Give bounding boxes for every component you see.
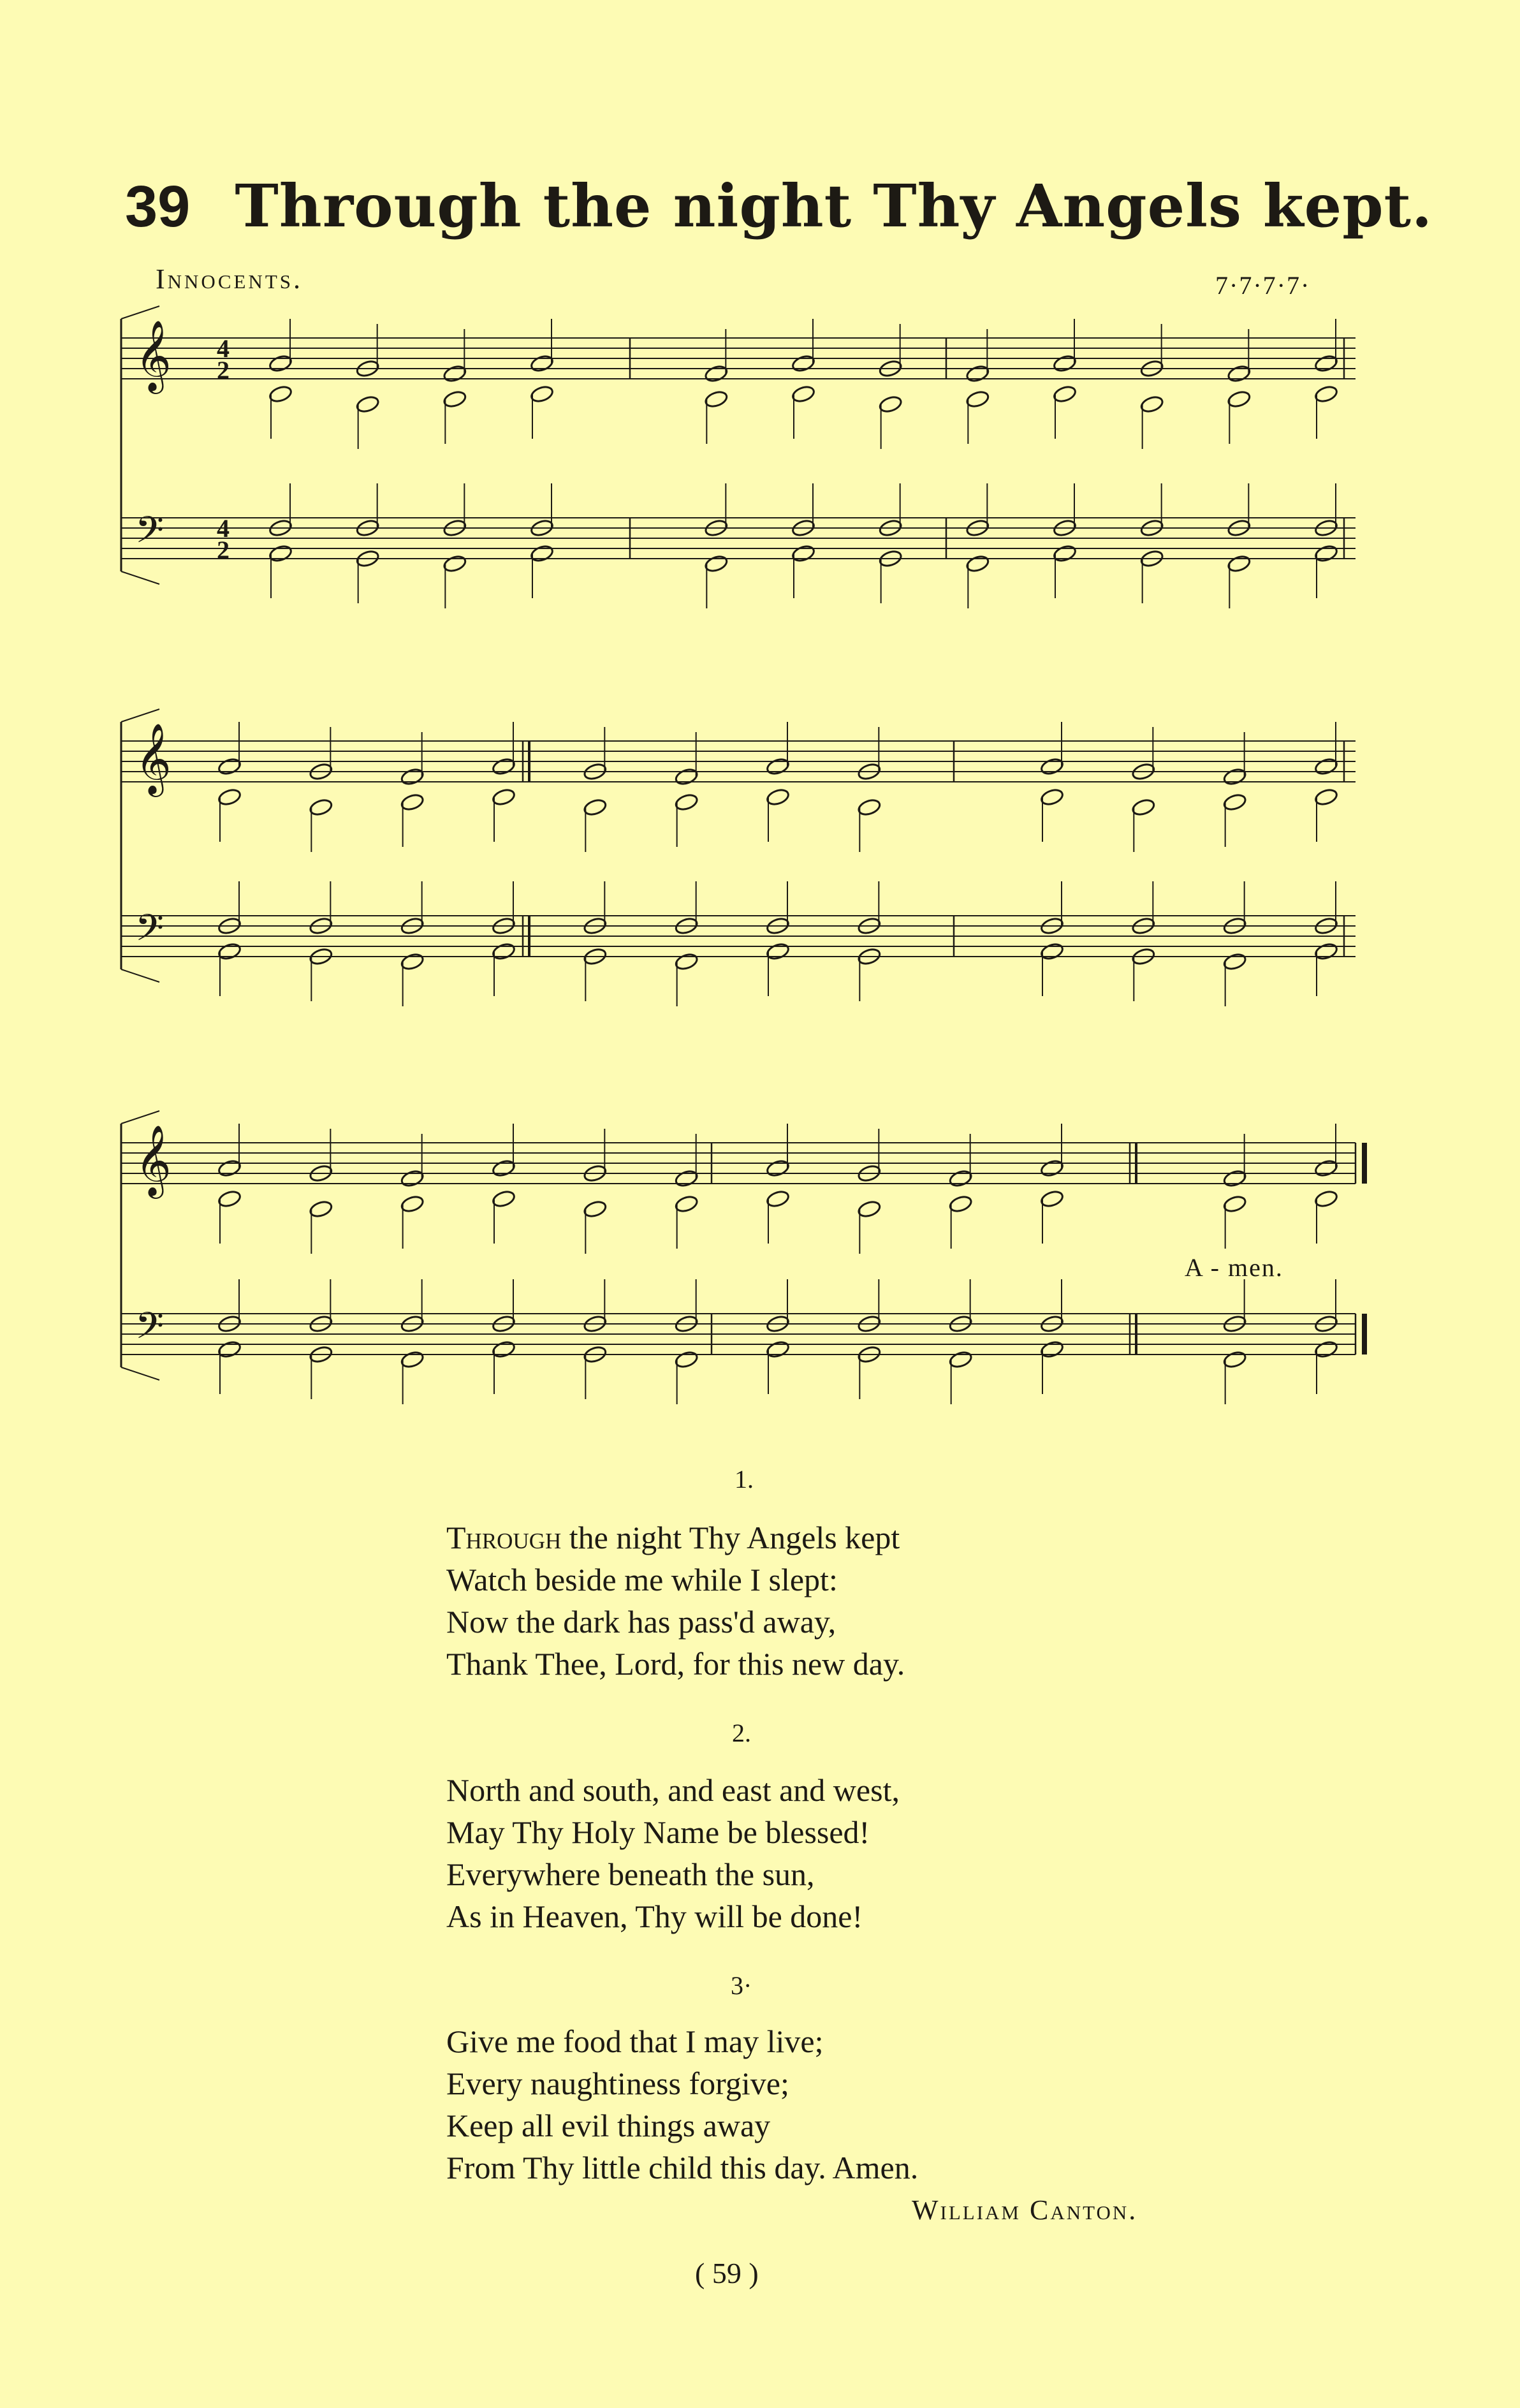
verse-line: Give me food that I may live; — [446, 2023, 824, 2059]
note-head — [704, 364, 729, 383]
note-head — [400, 793, 425, 812]
verse-line: May Thy Holy Name be blessed! — [446, 1814, 870, 1850]
note-head — [1040, 1159, 1065, 1178]
note-head — [704, 554, 729, 573]
note-head — [965, 554, 990, 573]
brace-bottom — [121, 1367, 159, 1380]
note-head — [1314, 757, 1339, 776]
note-head — [674, 1194, 699, 1214]
note-head — [355, 395, 380, 414]
note-head — [217, 1340, 242, 1359]
note-head — [309, 798, 333, 817]
note-head — [674, 1350, 699, 1369]
note-head — [492, 757, 516, 776]
note-head — [1139, 395, 1164, 414]
time-signature-numerator: 4 — [217, 514, 230, 543]
brace-bottom — [121, 571, 159, 584]
note-head — [400, 1350, 425, 1369]
note-head — [530, 544, 555, 563]
bass-clef-icon: 𝄢 — [135, 1304, 164, 1356]
hymn-title: Through the night Thy Angels kept. — [235, 172, 1433, 240]
verse-1 — [446, 1516, 905, 1685]
note-head — [442, 390, 467, 409]
note-head — [1040, 757, 1065, 776]
note-head — [766, 1340, 791, 1359]
note-head — [530, 385, 555, 404]
note-head — [268, 544, 293, 563]
note-head — [791, 544, 816, 563]
verse-line: As in Heaven, Thy will be done! — [446, 1898, 863, 1934]
note-head — [1314, 354, 1339, 373]
note-head — [965, 364, 990, 383]
note-head — [965, 390, 990, 409]
note-head — [1222, 1350, 1247, 1369]
verse-line: Now the dark has pass'd away, — [446, 1604, 837, 1640]
note-head — [1314, 788, 1339, 807]
note-head — [1040, 1189, 1065, 1208]
verse-line: Thank Thee, Lord, for this new day. — [446, 1646, 905, 1682]
tune-name: Innocents. — [156, 263, 303, 295]
verse-line: Everywhere beneath the sun, — [446, 1856, 815, 1892]
verse-3 — [446, 2020, 918, 2189]
verse-2 — [446, 1769, 900, 1937]
note-head — [492, 942, 516, 961]
verse-line: Through the night Thy Angels kept — [446, 1520, 900, 1555]
treble-clef-icon: 𝄞 — [135, 319, 172, 391]
note-head — [268, 354, 293, 373]
note-head — [583, 1200, 608, 1219]
note-head — [1227, 390, 1252, 409]
note-head — [1222, 793, 1247, 812]
note-head — [674, 1169, 699, 1188]
note-head — [766, 788, 791, 807]
note-head — [492, 1159, 516, 1178]
bass-clef-icon: 𝄢 — [135, 508, 164, 561]
treble-clef-icon: 𝄞 — [135, 723, 172, 794]
note-head — [217, 788, 242, 807]
treble-clef-icon: 𝄞 — [135, 1124, 172, 1196]
note-head — [1040, 788, 1065, 807]
note-head — [1040, 1340, 1065, 1359]
note-head — [400, 952, 425, 971]
note-head — [1222, 1194, 1247, 1214]
note-head — [1227, 364, 1252, 383]
verse-number-2: 2. — [732, 1719, 751, 1747]
note-head — [674, 793, 699, 812]
note-head — [766, 1159, 791, 1178]
note-head — [857, 1200, 882, 1219]
note-head — [1314, 1159, 1339, 1178]
amen-lyric: A - men. — [1185, 1253, 1283, 1282]
note-head — [948, 1194, 973, 1214]
verse-lead-word: Through — [446, 1520, 562, 1555]
note-head — [492, 1340, 516, 1359]
note-head — [1053, 354, 1078, 373]
page-number: ( 59 ) — [695, 2257, 759, 2289]
note-head — [674, 767, 699, 786]
note-head — [1314, 544, 1339, 563]
author: William Canton. — [912, 2194, 1138, 2226]
note-head — [1227, 554, 1252, 573]
note-head — [400, 1194, 425, 1214]
note-head — [1222, 767, 1247, 786]
note-head — [857, 798, 882, 817]
note-head — [217, 942, 242, 961]
note-head — [492, 788, 516, 807]
note-head — [442, 364, 467, 383]
note-head — [948, 1350, 973, 1369]
note-head — [791, 385, 816, 404]
note-head — [1222, 952, 1247, 971]
note-head — [948, 1169, 973, 1188]
note-head — [1053, 544, 1078, 563]
note-head — [766, 1189, 791, 1208]
note-head — [1053, 385, 1078, 404]
bass-clef-icon: 𝄢 — [135, 906, 164, 958]
note-head — [400, 1169, 425, 1188]
note-head — [674, 952, 699, 971]
note-head — [704, 390, 729, 409]
verse-number-3: 3· — [731, 1971, 752, 2000]
verse-line: Watch beside me while I slept: — [446, 1562, 838, 1597]
note-head — [442, 554, 467, 573]
brace-top — [121, 1111, 159, 1124]
brace-top — [121, 306, 159, 319]
note-head — [217, 757, 242, 776]
note-head — [217, 1189, 242, 1208]
verse-number-1: 1. — [734, 1465, 754, 1494]
note-head — [791, 354, 816, 373]
meter: 7·7·7·7· — [1215, 271, 1311, 300]
verse-line: From Thy little child this day. Amen. — [446, 2150, 919, 2185]
time-signature-denominator: 2 — [217, 536, 230, 564]
note-head — [878, 395, 903, 414]
verse-line: Keep all evil things away — [446, 2108, 771, 2143]
note-head — [1131, 798, 1156, 817]
note-head — [530, 354, 555, 373]
note-head — [1222, 1169, 1247, 1188]
note-head — [766, 757, 791, 776]
brace-top — [121, 709, 159, 722]
note-head — [1040, 942, 1065, 961]
hymn-number: 39 — [125, 174, 191, 239]
note-head — [217, 1159, 242, 1178]
note-head — [309, 1200, 333, 1219]
time-signature-numerator: 4 — [217, 334, 230, 363]
note-head — [1314, 1189, 1339, 1208]
verse-line: North and south, and east and west, — [446, 1772, 900, 1808]
note-head — [492, 1189, 516, 1208]
note-head — [268, 385, 293, 404]
note-head — [1314, 1340, 1339, 1359]
brace-bottom — [121, 969, 159, 982]
note-head — [583, 798, 608, 817]
time-signature-denominator: 2 — [217, 356, 230, 385]
note-head — [1314, 942, 1339, 961]
verse-line: Every naughtiness forgive; — [446, 2066, 789, 2101]
note-head — [1314, 385, 1339, 404]
note-head — [400, 767, 425, 786]
note-head — [766, 942, 791, 961]
